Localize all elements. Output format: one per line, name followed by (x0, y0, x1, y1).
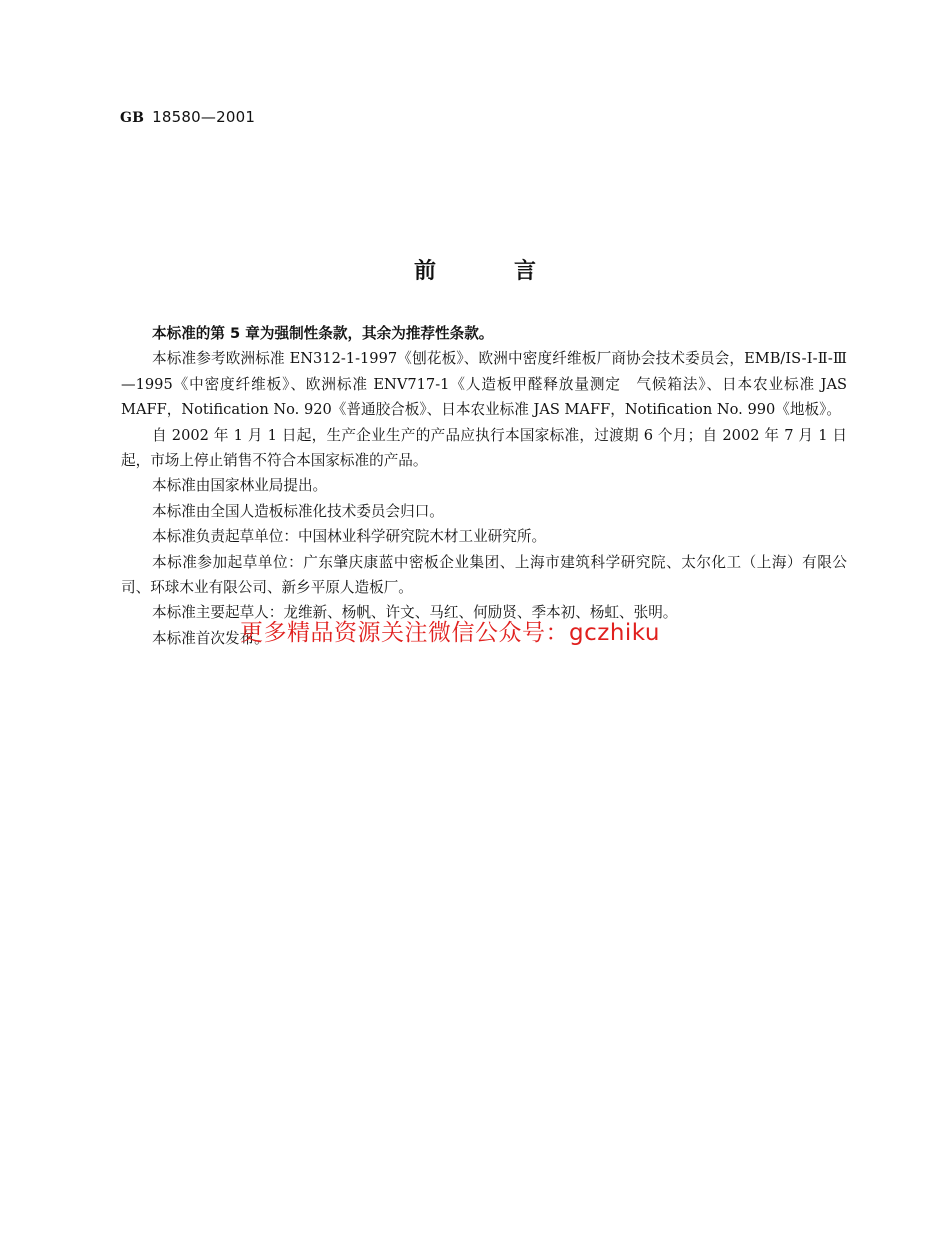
paragraph-effective-date: 自 2002 年 1 月 1 日起，生产企业生产的产品应执行本国家标准，过渡期 6 个月；自 2002 年 7 月 1 日起，市场上停止销售不符合本国家标准的产品。 (121, 426, 847, 470)
paragraph-first-release: 本标准首次发布。 (152, 629, 269, 647)
paragraph-main-drafters: 本标准主要起草人：龙维新、杨帆、许文、马红、何励贤、季本初、杨虹、张明。 (152, 604, 678, 622)
paragraph-mandatory-clause: 本标准的第 5 章为强制性条款，其余为推荐性条款。 (152, 325, 494, 342)
standard-code (120, 108, 255, 126)
watermark-text: 更多精品资源关注微信公众号：gczhiku (240, 620, 660, 646)
paragraph-participating-drafters: 本标准参加起草单位：广东肇庆康蓝中密板企业集团、上海市建筑科学研究院、太尔化工（上海）有限公司、环球木业有限公司、新乡平原人造板厂。 (121, 553, 847, 597)
paragraph-managed-by: 本标准由全国人造板标准化技术委员会归口。 (152, 502, 444, 520)
standard-code-prefix: GB (120, 110, 145, 126)
paragraph-proposed-by: 本标准由国家林业局提出。 (152, 477, 328, 495)
foreword-body (121, 321, 847, 651)
paragraph-lead-drafter: 本标准负责起草单位：中国林业科学研究院木材工业研究所。 (152, 528, 547, 546)
standard-code-number: 18580—2001 (152, 108, 256, 126)
section-title: 前言 (413, 259, 614, 284)
paragraph-references: 本标准参考欧洲标准 EN312-1-1997《刨花板》、欧洲中密度纤维板厂商协会技术委员会，EMB/IS-Ⅰ-Ⅱ-Ⅲ—1995《中密度纤维板》、欧洲标准 ENV717-1《人造板甲醛释放量测定 气候箱法》、日本农业标准 JAS MAFF，Notification No. 920《普通胶合板》、日本农业标准 JAS MAFF，Notification No. 990《地板》。 (121, 350, 847, 419)
